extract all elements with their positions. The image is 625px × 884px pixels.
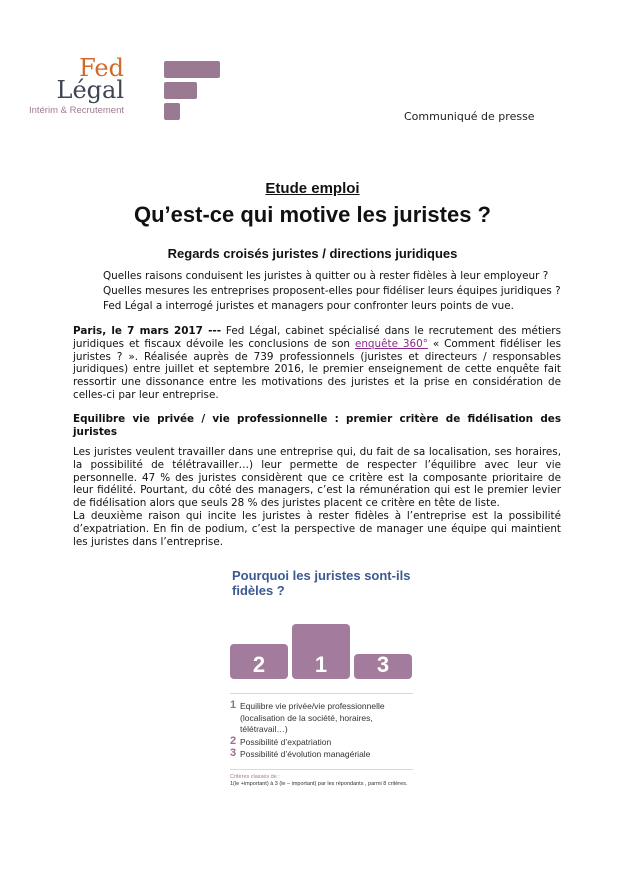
podium-rank: 2	[252, 652, 266, 677]
logo-mark-bar	[164, 82, 197, 99]
podium-step-2	[230, 644, 288, 679]
ranking-item	[230, 749, 420, 761]
fed-legal-logo	[28, 54, 225, 128]
section-body	[73, 446, 561, 548]
logo-mark-bar	[164, 61, 220, 78]
footnote-label: Critères classés de :	[230, 774, 280, 780]
page-title: Qu’est-ce qui motive les juristes ?	[134, 202, 491, 227]
divider	[230, 693, 413, 694]
ranking-number: 1	[230, 699, 237, 711]
ranking-item	[230, 734, 420, 749]
loyalty-infographic	[228, 568, 428, 828]
section-heading: Equilibre vie privée / vie professionnelle : premier critère de fidélisation des juristes	[73, 413, 561, 438]
ranking-text: Possibilité d’expatriation	[240, 736, 332, 747]
logo-mark-bar	[164, 103, 180, 120]
footnote-text: 1(le +important) à 3 (le – important) par les répondants , parmi 8 critères.	[230, 781, 408, 787]
section-paragraph: Les juristes veulent travailler dans une entreprise qui, du fait de sa localisation, ses horaires, la possibilité de télétravailler…) leur permette de respecter l’équilibre avec leur vie personnelle. 47 % des juristes considèrent que ce critère est la composante prioritaire de leur fidélité. Pourtant, du côté des managers, c’est la rémunération qui est le premier levier de fidélisation alors que seuls 28 % des juristes placent ce critère en tête de liste.	[73, 446, 561, 510]
ranking-item	[230, 701, 420, 736]
survey-link[interactable]: enquête 360°	[354, 337, 428, 350]
logo-line-legal: Légal	[56, 76, 124, 104]
infographic-title: Pourquoi les juristes sont-ils fidèles ?	[232, 568, 411, 598]
lead-text-continued: « Comment fidéliser les juristes ? ». Réalisée auprès de 739 professionnels (juristes et directeurs / responsables juridiques) entre juillet et septembre 2016, le premier enseignement de cette enquête fait ressortir une dissonance entre les motivations des juristes et la prise en considération de celles-ci par leur entreprise.	[73, 337, 561, 401]
infographic-footnote	[230, 774, 420, 788]
dateline: Paris, le 7 mars 2017 ---	[73, 325, 222, 337]
podium-step-3	[354, 654, 412, 679]
lead-text: Fed Légal, cabinet spécialisé dans le recrutement des métiers juridiques et fiscaux dévoile les conclusions de son	[73, 325, 561, 350]
podium-rank: 1	[314, 652, 328, 677]
kicker-heading: Etude emploi	[265, 180, 360, 197]
page-subtitle: Regards croisés juristes / directions juridiques	[167, 246, 458, 261]
divider	[230, 769, 413, 770]
ranking-number: 3	[230, 747, 237, 759]
podium-rank: 3	[376, 652, 390, 677]
intro-line: Quelles raisons conduisent les juristes à quitter ou à rester fidèles à leur employeur ?	[103, 270, 549, 282]
ranking-number: 2	[230, 734, 237, 747]
logo-line-fed: Fed	[79, 54, 124, 82]
podium-step-1	[292, 624, 350, 679]
lead-paragraph	[73, 325, 561, 402]
intro-questions	[103, 269, 563, 314]
logo-tagline: Intérim & Recrutement	[28, 105, 124, 116]
ranking-text: Equilibre vie privée/vie professionnelle (localisation de la société, horaires, télétravail…)	[240, 701, 385, 734]
intro-line: Fed Légal a interrogé juristes et managers pour confronter leurs points de vue.	[103, 300, 514, 312]
intro-line: Quelles mesures les entreprises proposent-elles pour fidéliser leurs équipes juridiques ?	[103, 285, 561, 297]
ranking-text: Possibilité d’évolution managériale	[240, 749, 371, 759]
section-paragraph: La deuxième raison qui incite les juristes à rester fidèles à l’entreprise est la possibilité d’expatriation. En fin de podium, c’est la perspective de manager une équipe qui maintient les juristes dans l’entreprise.	[73, 509, 561, 548]
ranking-list	[230, 701, 420, 762]
document-type: Communiqué de presse	[404, 110, 535, 123]
